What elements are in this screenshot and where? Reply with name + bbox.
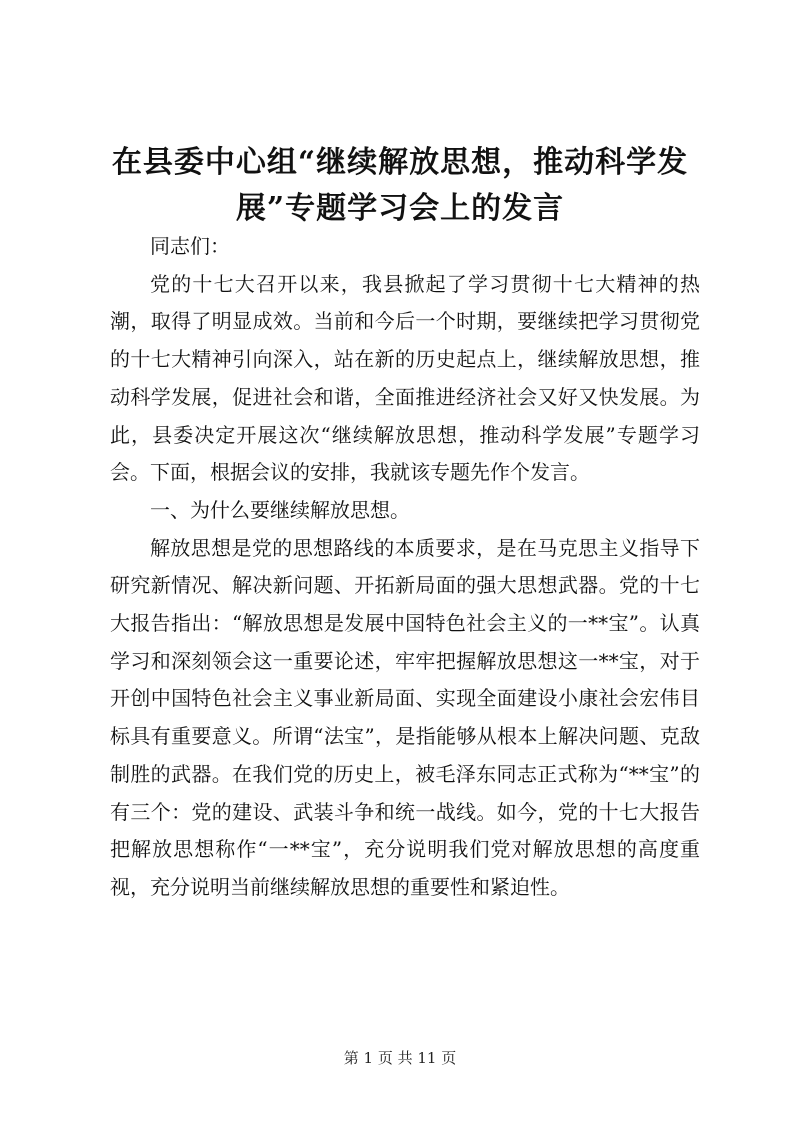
salutation-paragraph: 同志们： xyxy=(150,234,230,258)
body-paragraph: 解放思想是党的思想路线的本质要求，是在马克思主义指导下研究新情况、解决新问题、开拓新局面的强大思想武器。党的十七大报告指出：“解放思想是发展中国特色社会主义的一**宝”。认真学习和深刻领会这一重要论述，牢牢把握解放思想这一**宝，对于开创中国特色社会主义事业新局面、实现全面建设小康社会宏伟目标具有重要意义。所谓“法宝”，是指能够从根本上解决问题、克敌制胜的武器。在我们党的历史上，被毛泽东同志正式称为“**宝”的有三个：党的建设、武装斗争和统一战线。如今，党的十七大报告把解放思想称作“一**宝”，充分说明我们党对解放思想的高度重视，充分说明当前继续解放思想的重要性和紧迫性。 xyxy=(110,535,700,899)
document-title: 在县委中心组“继续解放思想，推动科学发展”专题学习会上的发言 xyxy=(111,145,689,226)
section-heading-paragraph: 一、为什么要继续解放思想。 xyxy=(150,497,410,522)
intro-paragraph: 党的十七大召开以来，我县掀起了学习贯彻十七大精神的热潮，取得了明显成效。当前和今后一个时期，要继续把学习贯彻党的十七大精神引向深入，站在新的历史起点上，继续解放思想，推动科学发展，促进社会和谐，全面推进经济社会又好又快发展。为此，县委决定开展这次“继续解放思想，推动科学发展”专题学习会。下面，根据会议的安排，我就该专题先作个发言。 xyxy=(110,271,700,485)
page-number-footer: 第 1 页 共 11 页 xyxy=(343,1049,457,1067)
document-body xyxy=(110,228,700,907)
